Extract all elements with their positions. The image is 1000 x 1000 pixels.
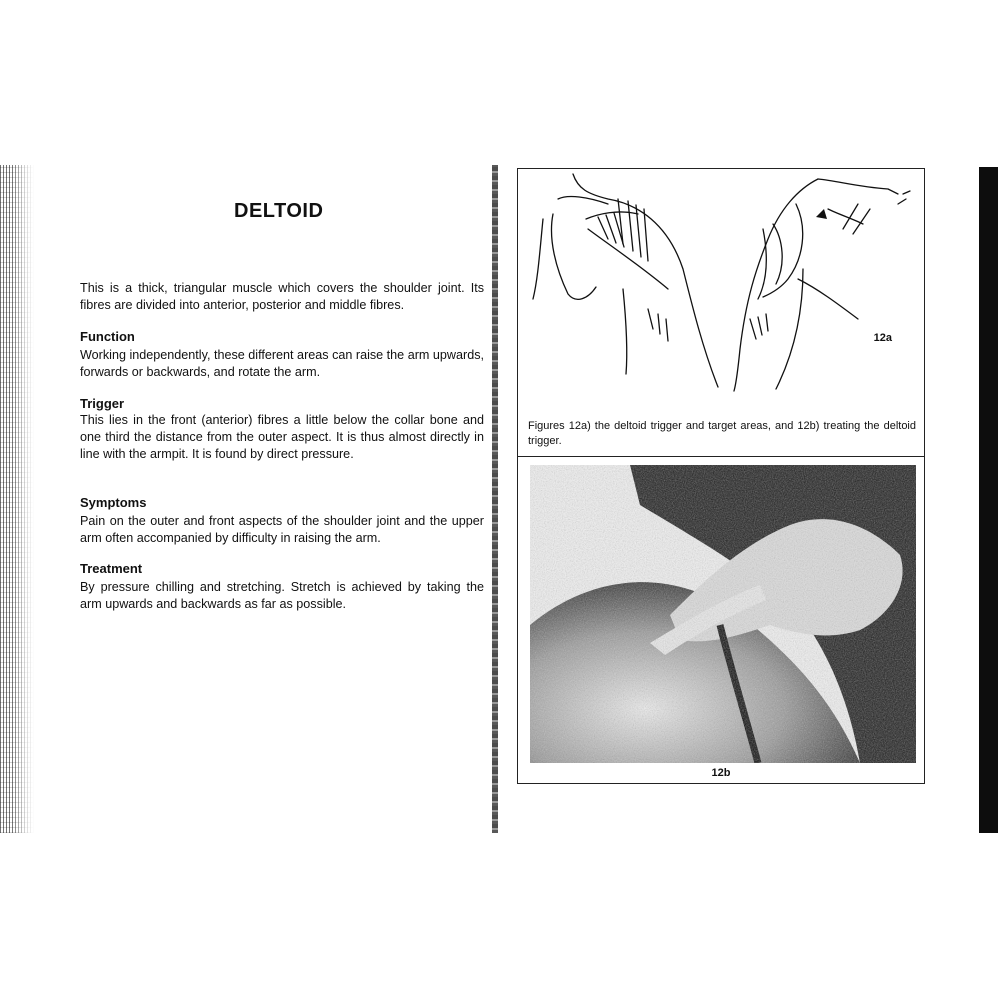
side-shoulder-outline (734, 179, 818, 391)
page-title: DELTOID (234, 200, 324, 222)
trigger-heading: Trigger (80, 396, 125, 411)
function-heading: Function (80, 329, 135, 344)
scan-edge-left (0, 165, 34, 833)
figure-panel (517, 168, 925, 784)
function-body: Working independently, these different areas can raise the arm upwards, forwards or backwards, and rotate the arm. (80, 348, 484, 379)
page-gutter (492, 165, 498, 833)
figure-caption: Figures 12a) the deltoid trigger and target areas, and 12b) treating the deltoid trigger. (528, 420, 916, 447)
figure-12a-drawing (518, 169, 924, 409)
intro-paragraph: This is a thick, triangular muscle which covers the shoulder joint. Its fibres are divided into anterior, posterior and middle fibres. (80, 281, 484, 312)
treatment-body: By pressure chilling and stretching. Stretch is achieved by taking the arm upwards and backwards as far as possible. (80, 580, 484, 611)
figure-12b-photo (530, 465, 916, 763)
figure-12b-label: 12b (711, 767, 731, 779)
scan-edge-right (979, 167, 998, 833)
trigger-point-marker (816, 209, 827, 219)
treatment-heading: Treatment (80, 561, 143, 576)
symptoms-heading: Symptoms (80, 495, 147, 510)
symptoms-body: Pain on the outer and front aspects of the shoulder joint and the upper arm often accompanied by difficulty in raising the arm. (80, 514, 484, 545)
front-shoulder-outline (573, 174, 718, 387)
panel-divider (518, 456, 924, 457)
figure-12a-label: 12a (873, 332, 892, 344)
trigger-body: This lies in the front (anterior) fibres a little below the collar bone and one third the distance from the outer aspect. It is thus almost directly in line with the armpit. It is found by direct pressure. (80, 413, 484, 461)
